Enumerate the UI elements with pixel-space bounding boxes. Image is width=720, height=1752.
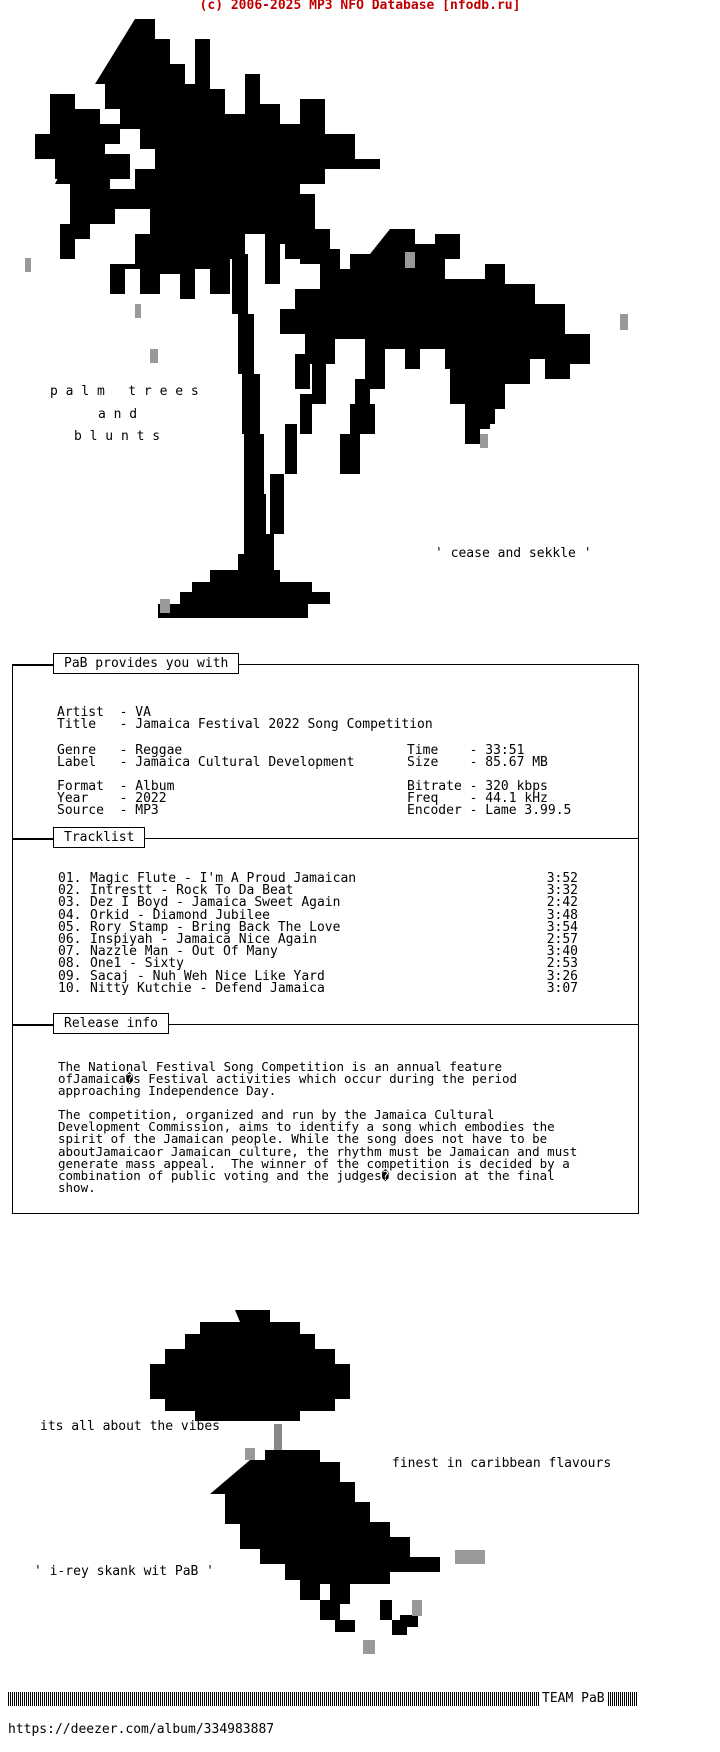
- track-title: One1 - Sixty: [90, 956, 184, 972]
- track-title: Rory Stamp - Bring Back The Love: [90, 919, 341, 935]
- track-duration: 3:52: [546, 871, 578, 886]
- track-duration: 3:48: [546, 907, 578, 923]
- track-duration: 2:57: [546, 932, 578, 947]
- year-line: Year - 2022: [57, 791, 167, 806]
- track-number: 01.: [58, 871, 82, 886]
- tracklist-box: [12, 830, 639, 1025]
- release-info-title: Release info: [53, 1013, 169, 1034]
- vibes-caption: its all about the vibes: [40, 1419, 221, 1434]
- time-line: Time - 33:51: [407, 743, 525, 758]
- source-line: Source - MP3: [57, 803, 159, 818]
- track-title: Sacaj - Nuh Weh Nice Like Yard: [90, 968, 325, 984]
- track-title: Orkid - Diamond Jubilee: [90, 907, 271, 923]
- track-row: [58, 980, 578, 996]
- palm-trees-art: [20, 14, 660, 634]
- track-number: 03.: [58, 895, 82, 911]
- title-line: Title - Jamaica Festival 2022 Song Competition: [57, 717, 433, 732]
- track-title: Nazzle Man - Out Of Many: [90, 944, 278, 960]
- team-signature: TEAM PaB: [542, 1691, 605, 1706]
- artist-line: Artist - VA: [57, 705, 151, 720]
- track-title: Intrestt - Rock To Da Beat: [90, 883, 294, 899]
- cease-caption: ' cease and sekkle ': [435, 546, 592, 561]
- skank-caption: ' i-rey skank wit PaB ': [34, 1564, 215, 1579]
- track-number: 02.: [58, 883, 82, 899]
- source-url[interactable]: https://deezer.com/album/334983887: [8, 1722, 275, 1737]
- track-title: Nitty Kutchie - Defend Jamaica: [90, 980, 325, 996]
- beach-chair-art: [150, 1300, 530, 1660]
- track-number: 06.: [58, 932, 82, 947]
- track-number: 08.: [58, 956, 82, 972]
- track-duration: 2:53: [546, 956, 578, 972]
- release-info-para2: The competition, organized and run by the Jamaica Cultural Development Commission, aims to identify a song which embodies the spirit of the Jamaican people. While the song does not have to be aboutJamaicaor Jamaican culture, the rhythm must be Jamaican and must generate mass appeal. The winner of the competition is decided by a combination of public voting and the judges� decision at the final show.: [58, 1107, 578, 1196]
- release-info-box: [12, 1016, 639, 1214]
- freq-line: Freq - 44.1 kHz: [407, 791, 548, 806]
- genre-line: Genre - Reggae: [57, 743, 183, 758]
- encoder-line: Encoder - Lame 3.99.5: [407, 803, 572, 818]
- bitrate-line: Bitrate - 320 kbps: [407, 779, 548, 794]
- track-title: Inspiyah - Jamaica Nice Again: [90, 932, 317, 947]
- track-duration: 3:40: [546, 944, 578, 960]
- track-duration: 3:26: [546, 968, 578, 984]
- track-number: 05.: [58, 919, 82, 935]
- info-box: [12, 656, 639, 839]
- track-number: 07.: [58, 944, 82, 960]
- tracklist-title: Tracklist: [53, 827, 145, 848]
- track-number: 04.: [58, 907, 82, 923]
- track-duration: 3:54: [546, 919, 578, 935]
- flavours-caption: finest in caribbean flavours: [392, 1456, 612, 1471]
- track-duration: 3:07: [546, 980, 578, 996]
- palm-caption-line2: a n d: [98, 407, 138, 422]
- format-line: Format - Album: [57, 779, 175, 794]
- palm-caption-line3: b l u n t s: [74, 429, 161, 444]
- track-title: Magic Flute - I'm A Proud Jamaican: [90, 871, 357, 886]
- track-duration: 2:42: [546, 895, 578, 911]
- release-info-para1: The National Festival Song Competition is an annual feature ofJamaica�s Festival activities which occur during the period approaching Independence Day.: [58, 1059, 518, 1099]
- track-duration: 3:32: [546, 883, 578, 899]
- label-line: Label - Jamaica Cultural Development: [57, 755, 355, 770]
- track-number: 09.: [58, 968, 82, 984]
- size-line: Size - 85.67 MB: [407, 755, 548, 770]
- palm-caption-line1: p a l m t r e e s: [50, 384, 199, 399]
- track-number: 10.: [58, 980, 82, 996]
- info-box-title: PaB provides you with: [53, 653, 239, 674]
- track-title: Dez I Boyd - Jamaica Sweet Again: [90, 895, 341, 911]
- nfodb-header: (c) 2006-2025 MP3 NFO Database [nfodb.ru]: [199, 0, 521, 13]
